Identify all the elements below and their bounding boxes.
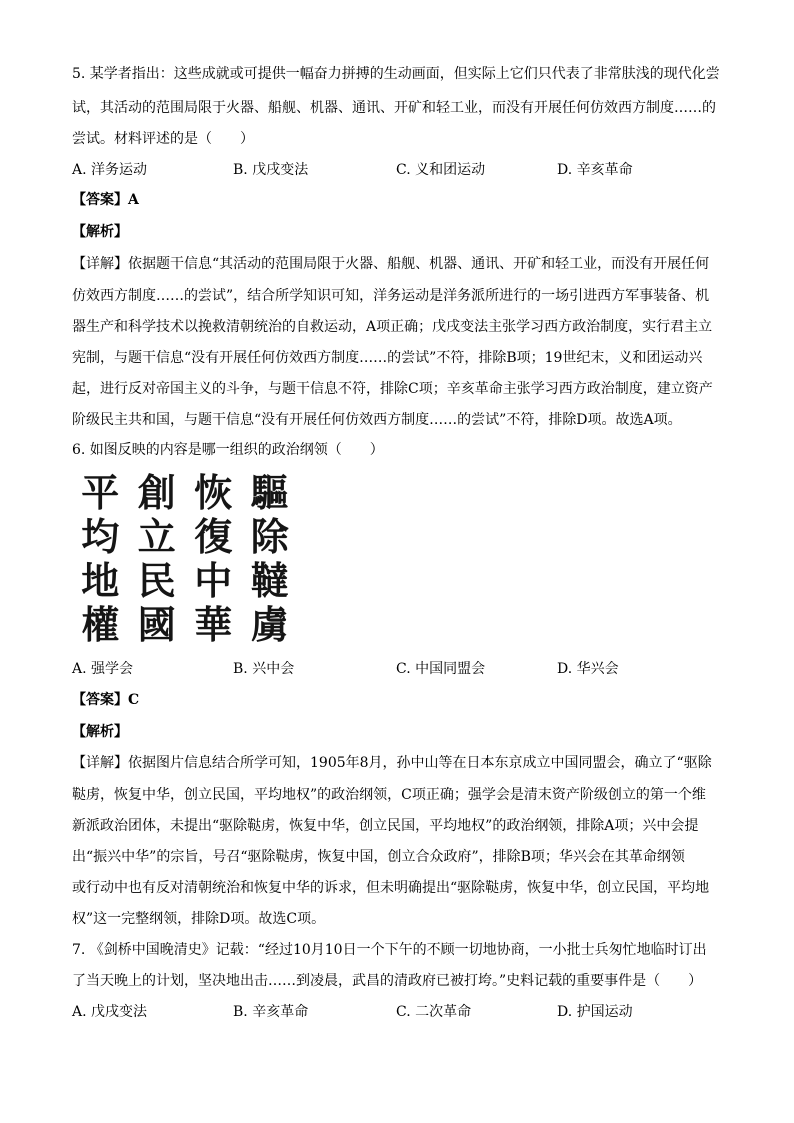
q7-option-a: A. 戊戌变法 <box>72 1004 148 1020</box>
q6-stem: 6. 如图反映的内容是哪一组织的政治纲领（ ） <box>72 442 384 458</box>
q6-detail-line-4: 出“振兴中华”的宗旨，号召“驱除鞑虏，恢复中国，创立合众政府”，排除B项；华兴会在其革命纲领 <box>72 849 685 865</box>
calligraphy-char: 國 <box>137 602 176 647</box>
calligraphy-char: 均 <box>81 514 120 559</box>
q5-detail-line-3: 器生产和科学技术以挽救清朝统治的自救运动，A项正确；戊戌变法主张学习西方政治制度，实行君主立 <box>72 319 713 335</box>
calligraphy-char: 恢 <box>194 470 233 515</box>
q6-option-d: D. 华兴会 <box>557 661 619 677</box>
q6-analysis-heading: 【解析】 <box>72 724 128 740</box>
q6-option-c: C. 中国同盟会 <box>396 661 486 677</box>
q5-answer: 【答案】A <box>72 192 139 208</box>
calligraphy-char: 立 <box>137 514 176 559</box>
q5-option-c: C. 义和团运动 <box>396 162 486 178</box>
q7-stem-line-2: 了当天晚上的计划，坚决地出击……到凌晨，武昌的清政府已被打垮。”史料记载的重要事件是（ ） <box>72 973 703 989</box>
q6-detail-line-3: 新派政治团体，未提出“驱除鞑虏，恢复中华，创立民国，平均地权”的政治纲领，排除A项；兴中会提 <box>72 818 699 834</box>
q5-stem-line-3: 尝试。材料评述的是（ ） <box>72 131 254 147</box>
q5-detail-line-2: 仿效西方制度……的尝试”，结合所学知识可知，洋务运动是洋务派所进行的一场引进西方军事装备、机 <box>72 288 710 304</box>
q5-detail-line-4: 宪制，与题干信息“没有开展任何仿效西方制度……的尝试”不符，排除B项；19世纪末，义和团运动兴 <box>72 350 703 366</box>
q6-detail-line-6: 权”这一完整纲领，排除D项。故选C项。 <box>72 911 326 927</box>
q6-answer: 【答案】C <box>72 692 140 708</box>
calligraphy-char: 復 <box>194 514 233 559</box>
calligraphy-char: 地 <box>81 558 120 603</box>
calligraphy-char: 民 <box>137 558 176 603</box>
calligraphy-image <box>72 471 298 647</box>
q5-detail-line-5: 起，进行反对帝国主义的斗争，与题干信息不符，排除C项；辛亥革命主张学习西方政治制度，建立资产 <box>72 381 713 397</box>
q6-option-b: B. 兴中会 <box>233 661 295 677</box>
q6-detail-line-2: 鞑虏，恢复中华，创立民国，平均地权”的政治纲领，C项正确；强学会是清末资产阶级创立的第一个维 <box>72 787 706 803</box>
q5-stem-line-2: 试，其活动的范围局限于火器、船舰、机器、通讯、开矿和轻工业，而没有开展任何仿效西方制度……的 <box>72 100 716 116</box>
q5-option-d: D. 辛亥革命 <box>557 162 633 178</box>
q6-detail-line-1: 【详解】依据图片信息结合所学可知，1905年8月，孙中山等在日本东京成立中国同盟会，确立了“驱除 <box>72 755 712 771</box>
calligraphy-char: 權 <box>81 602 120 647</box>
q5-detail-line-6: 阶级民主共和国，与题干信息“没有开展任何仿效西方制度……的尝试”不符，排除D项。故选A项。 <box>72 412 682 428</box>
calligraphy-char: 除 <box>250 514 289 559</box>
calligraphy-char: 虜 <box>250 602 289 647</box>
q6-detail-line-5: 或行动中也有反对清朝统治和恢复中华的诉求，但未明确提出“驱除鞑虏，恢复中华，创立民国，平均地 <box>72 880 710 896</box>
q6-option-a: A. 强学会 <box>72 661 134 677</box>
q7-option-c: C. 二次革命 <box>396 1004 472 1020</box>
q5-stem-line-1: 5. 某学者指出：这些成就或可提供一幅奋力拼搏的生动画面，但实际上它们只代表了非常肤浅的现代化尝 <box>72 66 720 82</box>
q5-detail-line-1: 【详解】依据题干信息“其活动的范围局限于火器、船舰、机器、通讯、开矿和轻工业，而没有开展任何 <box>72 256 710 272</box>
calligraphy-char: 韃 <box>250 558 289 603</box>
q5-option-b: B. 戊戌变法 <box>233 162 309 178</box>
q5-analysis-heading: 【解析】 <box>72 224 128 240</box>
calligraphy-char: 中 <box>194 558 233 603</box>
q7-stem-line-1: 7. 《剑桥中国晚清史》记载：“经过10月10日一个下午的不顾一切地协商，一小批士兵匆忙地临时订出 <box>72 942 707 958</box>
calligraphy-char: 華 <box>194 602 233 647</box>
calligraphy-char: 平 <box>81 470 120 515</box>
calligraphy-char: 驅 <box>250 470 289 515</box>
q5-option-a: A. 洋务运动 <box>72 162 148 178</box>
calligraphy-char: 創 <box>137 470 176 515</box>
q7-option-b: B. 辛亥革命 <box>233 1004 309 1020</box>
q7-option-d: D. 护国运动 <box>557 1004 633 1020</box>
